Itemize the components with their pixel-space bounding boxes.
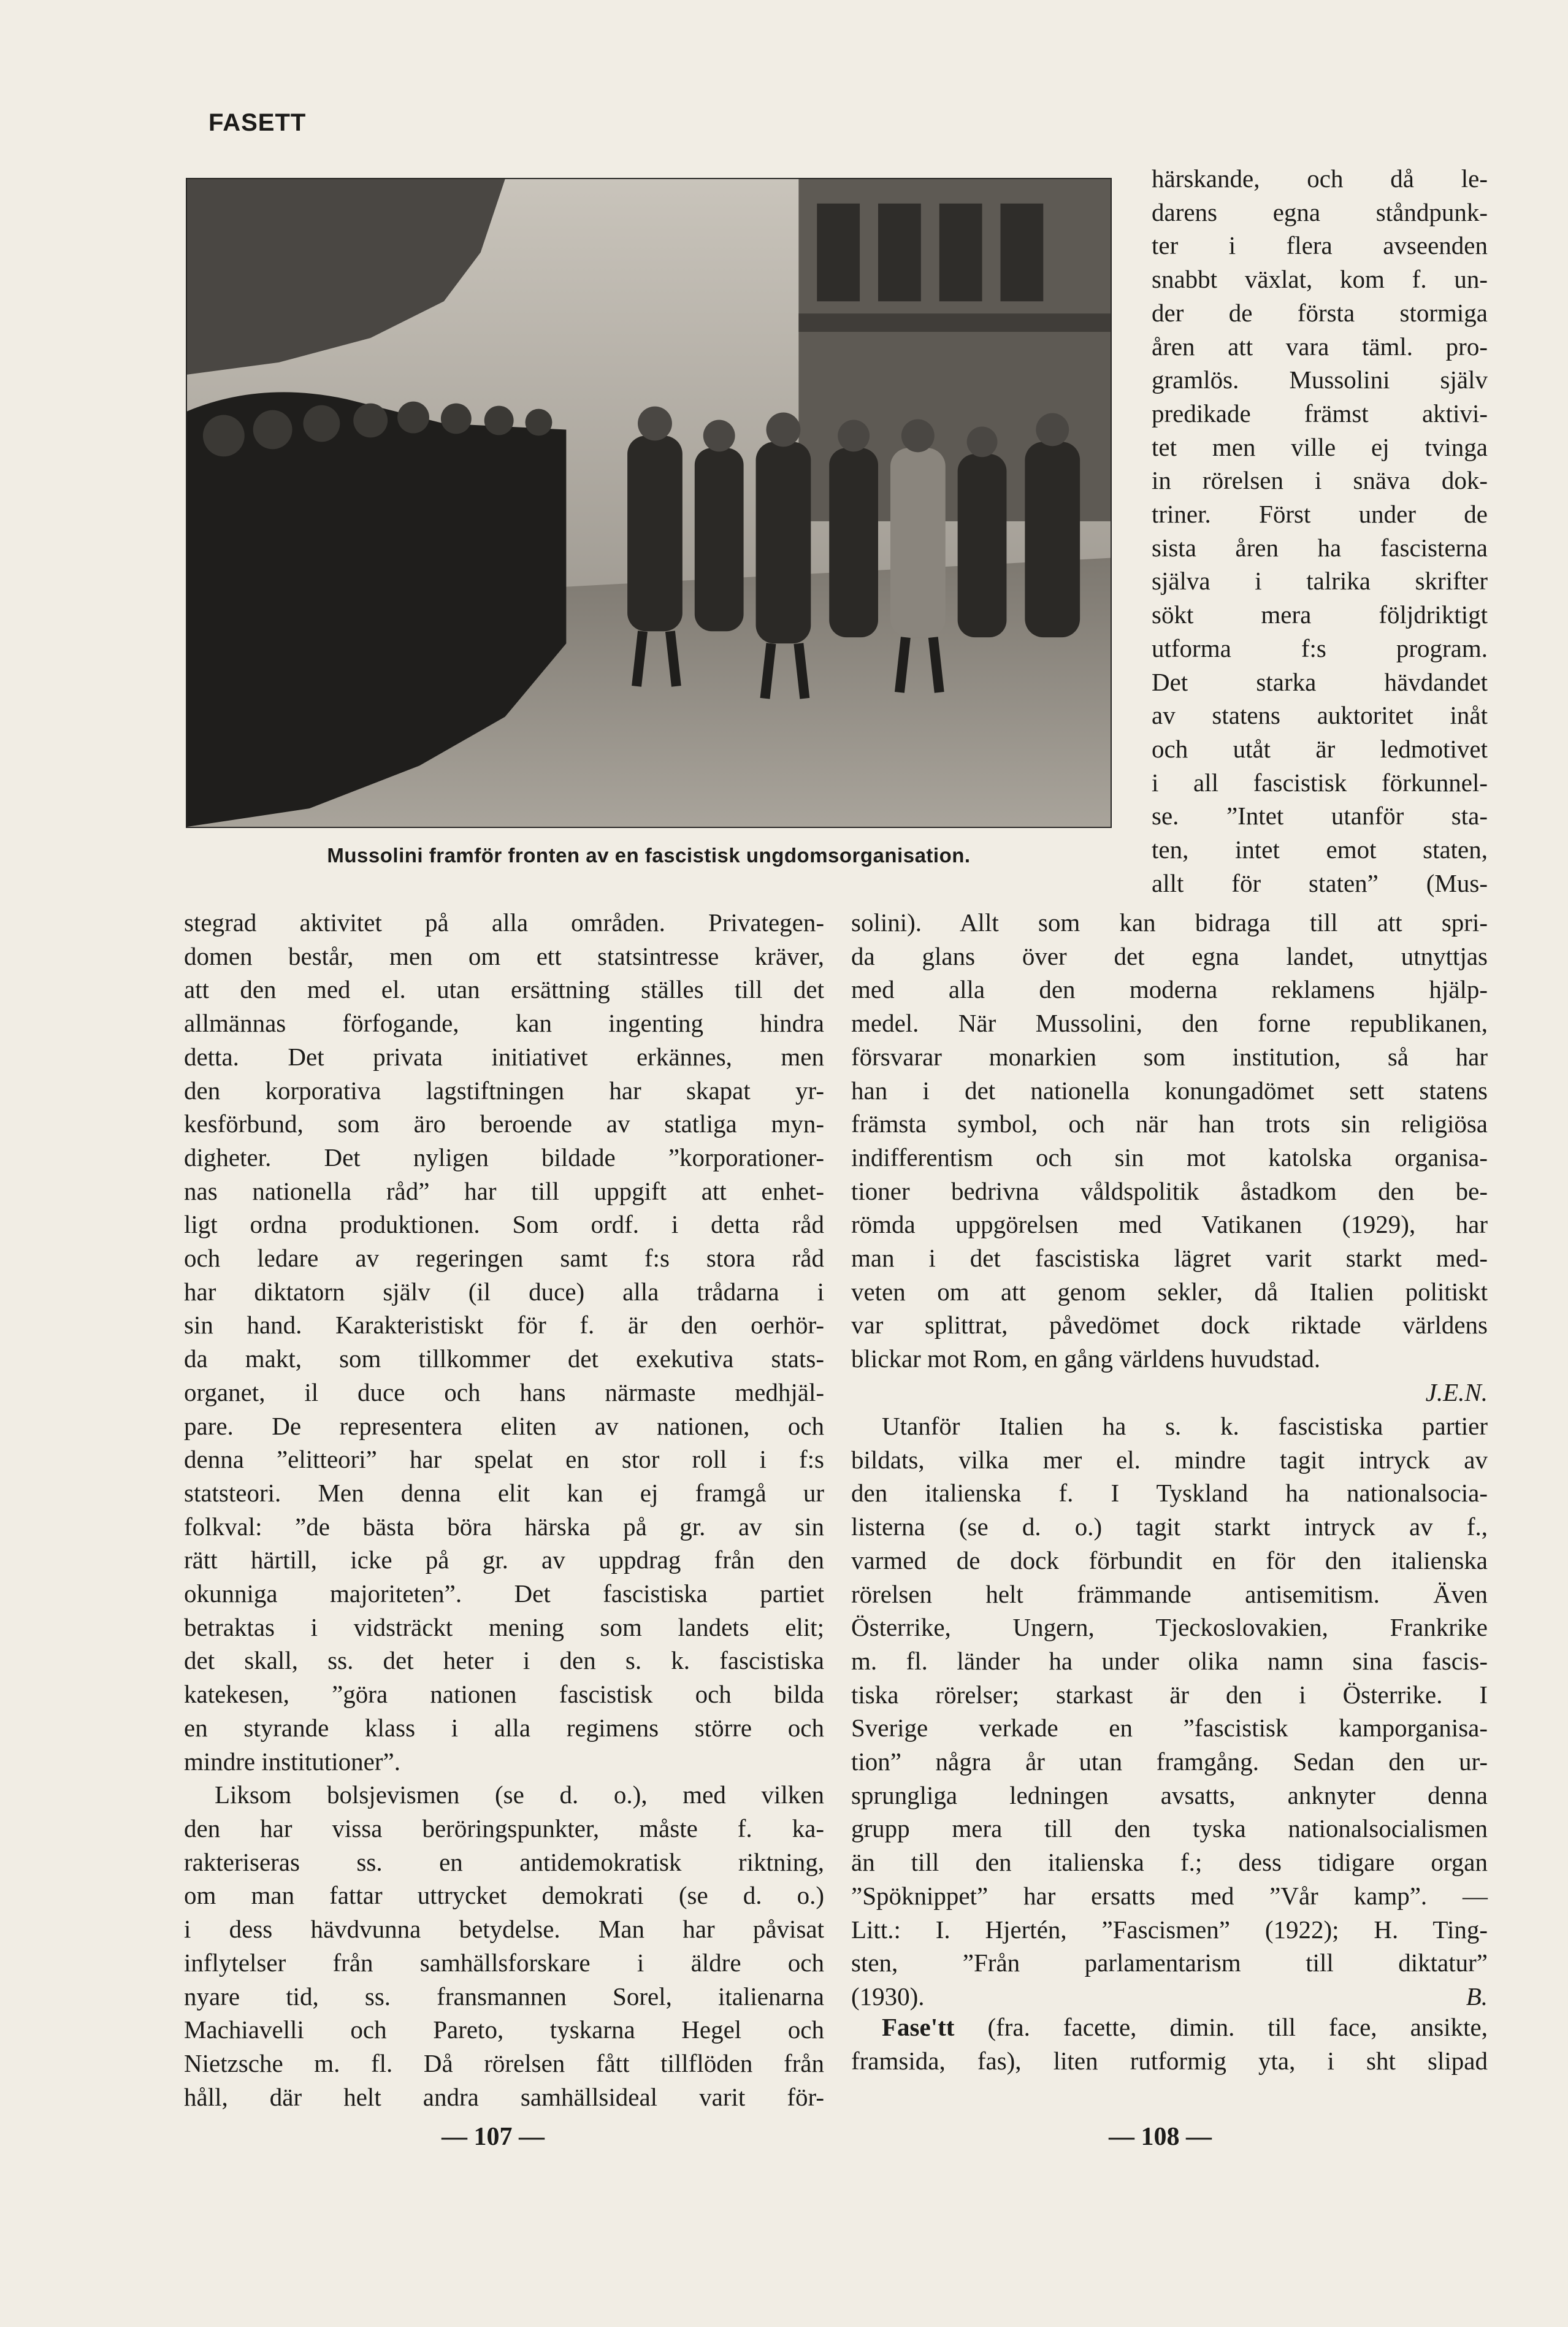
text-line: Nietzsche m. fl. Då rörelsen fått tillflöden från: [184, 2049, 824, 2077]
text-line: ligt ordna produktionen. Som ordf. i detta råd: [184, 1210, 824, 1239]
column-right-upper: [851, 906, 1488, 1409]
text-line: Litt.: I. Hjertén, ”Fascismen” (1922); H. Ting-: [851, 1915, 1488, 1944]
text-line: organet, il duce och hans närmaste medhjäl-: [184, 1378, 824, 1406]
text-line: domen består, men om ett statsintresse kräver,: [184, 941, 824, 970]
text-line: ten, intet emot staten,: [1152, 835, 1488, 864]
text-line: han i det nationella konungadömet sett statens: [851, 1076, 1488, 1105]
text-line: darens egna ståndpunk-: [1152, 197, 1488, 226]
text-line: detta. Det privata initiativet erkännes, men: [184, 1042, 824, 1071]
text-line: i dess hävdvunna betydelse. Man har påvisat: [184, 1915, 824, 1944]
text-line: mindre institutioner”.: [184, 1747, 400, 1776]
text-line: gramlös. Mussolini själv: [1152, 366, 1488, 394]
text-line: listerna (se d. o.) tagit starkt intryck av f.,: [851, 1512, 1488, 1541]
text-line: rätt härtill, icke på gr. av uppdrag från den: [184, 1546, 824, 1574]
text-line: ter i flera avseenden: [1152, 231, 1488, 260]
text-line: med alla den moderna reklamens hjälp-: [851, 975, 1488, 1004]
text-line: Det starka hävdandet: [1152, 667, 1488, 696]
text-line: digheter. Det nyligen bildade ”korporationer-: [184, 1143, 824, 1171]
text-line: sökt mera följdriktigt: [1152, 600, 1488, 629]
text-line: rörelsen helt främmande antisemitism. Även: [851, 1579, 1488, 1608]
text-line: sin hand. Karakteristiskt för f. är den oerhör-: [184, 1311, 824, 1340]
text-line: om man fattar uttrycket demokrati (se d. o.): [184, 1881, 824, 1910]
text-line: predikade främst aktivi-: [1152, 399, 1488, 427]
text-line: folkval: ”de bästa böra härska på gr. av sin: [184, 1512, 824, 1541]
text-line: katekesen, ”göra nationen fascistisk och bilda: [184, 1680, 824, 1709]
text-line: rakteriseras ss. en antidemokratisk riktning,: [184, 1847, 824, 1876]
text-line: Österrike, Ungern, Tjeckoslovakien, Frankrike: [851, 1613, 1488, 1642]
text-line: främsta symbol, och när han trots sin religiösa: [851, 1110, 1488, 1138]
text-line: av statens auktoritet inåt: [1152, 701, 1488, 730]
text-line: inflytelser från samhällsforskare i äldre och: [184, 1948, 824, 1977]
text-line: åren att vara täml. pro-: [1152, 332, 1488, 361]
text-line: triner. Först under de: [1152, 500, 1488, 529]
text-line: ”Spöknippet” har ersatts med ”Vår kamp”. —: [851, 1881, 1488, 1910]
text-line: blickar mot Rom, en gång världens huvudstad.: [851, 1344, 1321, 1373]
text-line: da glans över det egna landet, utnyttjas: [851, 941, 1488, 970]
text-line: nyare tid, ss. fransmannen Sorel, italienarna: [184, 1982, 824, 2011]
text-line: tet men ville ej tvinga: [1152, 432, 1488, 461]
text-line: än till den italienska f.; dess tidigare organ: [851, 1848, 1488, 1877]
text-line: denna ”elitteori” har spelat en stor roll i f:s: [184, 1445, 824, 1474]
column-right-lower: [851, 1409, 1488, 2014]
text-line: den har vissa beröringspunkter, måste f. ka-: [184, 1814, 824, 1842]
text-line: härskande, och då le-: [1152, 164, 1488, 193]
text-line: tiska rörelser; starkast är den i Österrike. I: [851, 1680, 1488, 1709]
entry-headword: Fase'tt: [882, 2013, 955, 2041]
entry-line: framsida, fas), liten rutformig yta, i sht slipad: [851, 2046, 1488, 2075]
text-line: bildats, vilka mer el. mindre tagit intryck av: [851, 1445, 1488, 1474]
text-line: Machiavelli och Pareto, tyskarna Hegel och: [184, 2015, 824, 2044]
entry-line: [851, 2011, 1488, 2044]
text-line: [851, 1980, 1488, 2014]
text-line: och ledare av regeringen samt f:s stora råd: [184, 1244, 824, 1273]
text-line: har diktatorn själv (il duce) alla trådarna i: [184, 1277, 824, 1306]
photo-caption: Mussolini framför fronten av en fascistisk ungdomsorganisation.: [327, 844, 971, 867]
text-line: den korporativa lagstiftningen har skapat yr-: [184, 1076, 824, 1105]
author-signature: B.: [1466, 1982, 1488, 2011]
text-line: håll, där helt andra samhällsideal varit för-: [184, 2082, 824, 2111]
text-line: och utåt är ledmotivet: [1152, 734, 1488, 763]
text-line: allmännas förfogande, kan ingenting hindra: [184, 1009, 824, 1038]
text-line: kesförbund, som äro beroende av statliga myn-: [184, 1110, 824, 1138]
parade-photo: [186, 178, 1112, 828]
text-line: pare. De representera eliten av nationen, och: [184, 1411, 824, 1440]
text-line: sprungliga ledningen avsatts, anknyter denna: [851, 1781, 1488, 1809]
text-line: man i det fascistiska lägret varit starkt med-: [851, 1244, 1488, 1273]
text-line: utforma f:s program.: [1152, 634, 1488, 662]
text-line: tion” några år utan framgång. Sedan den ur-: [851, 1747, 1488, 1776]
dictionary-entry: [851, 2011, 1488, 2077]
text-line: der de första stormiga: [1152, 298, 1488, 327]
text-line: sista åren ha fascisterna: [1152, 533, 1488, 562]
text-line: nas nationella råd” har till uppgift att enhet-: [184, 1176, 824, 1205]
running-head: FASETT: [208, 109, 307, 136]
text-line: var splittrat, påvedömet dock riktade världens: [851, 1311, 1488, 1340]
text-line: veten om att genom sekler, då Italien politiskt: [851, 1277, 1488, 1306]
text-line: m. fl. länder ha under olika namn sina fascis-: [851, 1646, 1488, 1675]
text-line: Utanför Italien ha s. k. fascistiska partier: [882, 1412, 1488, 1440]
page-number-left: — 107 —: [442, 2123, 545, 2151]
text-line: statsteori. Men denna elit kan ej framgå ur: [184, 1478, 824, 1507]
text-line: solini). Allt som kan bidraga till att spri-: [851, 908, 1488, 937]
text-line: själva i talrika skrifter: [1152, 567, 1488, 596]
text-line: försvarar monarkien som institution, så har: [851, 1042, 1488, 1071]
column-left: [184, 906, 824, 2114]
text-line: att den med el. utan ersättning ställes till det: [184, 975, 824, 1004]
text-line: sten, ”Från parlamentarism till diktatur”: [851, 1949, 1488, 1977]
text-line: okunniga majoriteten”. Det fascistiska partiet: [184, 1579, 824, 1608]
text-line: Sverige verkade en ”fascistisk kamporganisa-: [851, 1714, 1488, 1742]
text-line: grupp mera till den tyska nationalsocialismen: [851, 1814, 1488, 1843]
text-line: i all fascistisk förkunnel-: [1152, 768, 1488, 797]
text-line: betraktas i vidsträckt mening som landets elit;: [184, 1612, 824, 1641]
text-line: snabbt växlat, kom f. un-: [1152, 265, 1488, 294]
author-signature: J.E.N.: [1425, 1378, 1488, 1406]
text-line: allt för staten” (Mus-: [1152, 868, 1488, 897]
text-line: indifferentism och sin mot katolska organisa-: [851, 1143, 1488, 1171]
text-line: römda uppgörelsen med Vatikanen (1929), har: [851, 1210, 1488, 1239]
text-line: Liksom bolsjevismen (se d. o.), med vilken: [215, 1781, 824, 1809]
column-right-top: [1152, 162, 1488, 900]
parade-photo-icon: [187, 179, 1111, 827]
text-line: det skall, ss. det heter i den s. k. fascistiska: [184, 1646, 824, 1675]
text-line: den italienska f. I Tyskland ha nationalsocia-: [851, 1479, 1488, 1508]
text-line: stegrad aktivitet på alla områden. Privategen-: [184, 908, 824, 937]
text-line-start: (1930).: [851, 1982, 925, 2011]
text-line: tioner bedrivna våldspolitik åstadkom den be-: [851, 1176, 1488, 1205]
text-line: varmed de dock förbundit en för den italienska: [851, 1546, 1488, 1574]
text-line: en styrande klass i alla regimens större och: [184, 1713, 824, 1742]
page-number-right: — 108 —: [1109, 2123, 1212, 2151]
text-line: da makt, som tillkommer det exekutiva stats-: [184, 1344, 824, 1373]
text-line: medel. När Mussolini, den forne republikanen,: [851, 1009, 1488, 1038]
text-line: se. ”Intet utanför sta-: [1152, 802, 1488, 830]
text-line: in rörelsen i snäva dok-: [1152, 466, 1488, 495]
entry-definition: (fra. facette, dimin. till face, ansikte,: [954, 2013, 1488, 2041]
